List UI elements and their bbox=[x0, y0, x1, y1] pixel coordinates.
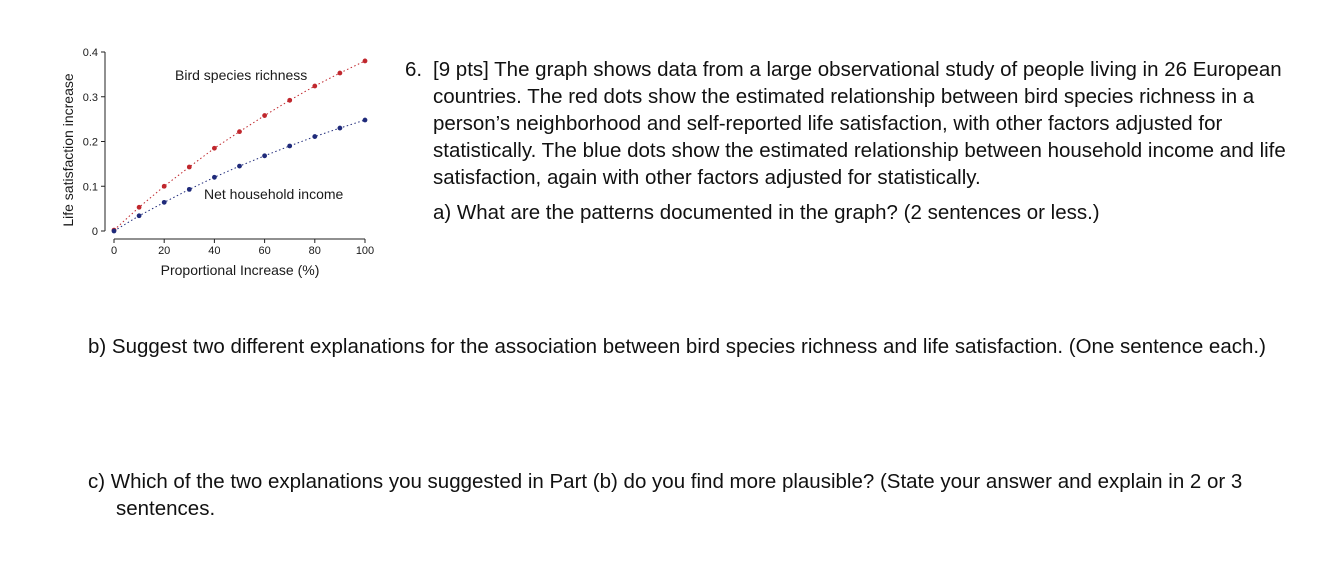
data-point-bird bbox=[162, 184, 167, 189]
question-6-text: [9 pts] The graph shows data from a large observational study of people living in 26 European countries. The red dots show the estimated relationship between bird species richness in a person’s neighborhood and self-reported life satisfaction, with other factors adjusted for statistically. The blue dots show the estimated relationship between household income and life satisfaction, again with other factors adjusted for statistically. bbox=[433, 58, 1286, 189]
data-point-income bbox=[338, 126, 343, 131]
y-tick-label: 0.3 bbox=[82, 91, 98, 104]
x-tick-label: 100 bbox=[355, 245, 375, 257]
data-point-bird bbox=[137, 205, 142, 210]
x-tick-label: 0 bbox=[110, 245, 118, 257]
x-tick-label: 60 bbox=[258, 245, 271, 257]
question-6-part-c: c) Which of the two explanations you suggested in Part (b) do you find more plausible? (State your answer and explain in 2 or 3 sentences. bbox=[88, 470, 1243, 520]
data-point-income bbox=[237, 164, 242, 169]
data-point-income bbox=[162, 200, 167, 205]
series-line-net-household-income bbox=[114, 120, 365, 231]
question-number: 6. bbox=[405, 58, 423, 81]
data-point-income bbox=[212, 175, 217, 180]
data-point-income bbox=[287, 144, 292, 149]
data-point-income bbox=[312, 134, 317, 139]
data-point-bird bbox=[237, 129, 242, 134]
data-point-income bbox=[137, 213, 142, 218]
series-label-net-household-income: Net household income bbox=[204, 186, 344, 202]
data-point-bird bbox=[287, 98, 292, 103]
data-point-bird bbox=[312, 84, 317, 89]
question-6 bbox=[405, 56, 1305, 226]
data-point-income bbox=[262, 153, 267, 158]
data-point-income bbox=[112, 229, 117, 234]
data-point-income bbox=[187, 187, 192, 192]
data-point-bird bbox=[262, 113, 267, 118]
x-tick-label: 40 bbox=[208, 245, 221, 257]
data-point-bird bbox=[338, 71, 343, 76]
x-tick-label: 20 bbox=[158, 245, 171, 257]
series-line-bird-species-richness bbox=[114, 61, 365, 230]
x-tick-label: 80 bbox=[308, 245, 321, 257]
data-point-income bbox=[363, 118, 368, 123]
question-6-part-a: a) What are the patterns documented in the graph? (2 sentences or less.) bbox=[433, 201, 1100, 224]
y-tick-label: 0.1 bbox=[82, 181, 98, 194]
y-tick-label: 0.4 bbox=[82, 47, 98, 59]
data-point-bird bbox=[212, 146, 217, 151]
question-6-part-b: b) Suggest two different explanations for the association between bird species richness and life satisfaction. (One sentence each.) bbox=[88, 335, 1266, 358]
series-label-bird-species-richness: Bird species richness bbox=[175, 67, 308, 83]
y-axis-title: Life satisfaction increase bbox=[60, 73, 76, 227]
life-satisfaction-chart bbox=[55, 40, 385, 285]
y-tick-label: 0 bbox=[91, 226, 98, 238]
x-axis-title: Proportional Increase (%) bbox=[160, 262, 320, 278]
data-point-bird bbox=[363, 59, 368, 64]
data-point-bird bbox=[187, 165, 192, 170]
y-tick-label: 0.2 bbox=[82, 136, 98, 149]
